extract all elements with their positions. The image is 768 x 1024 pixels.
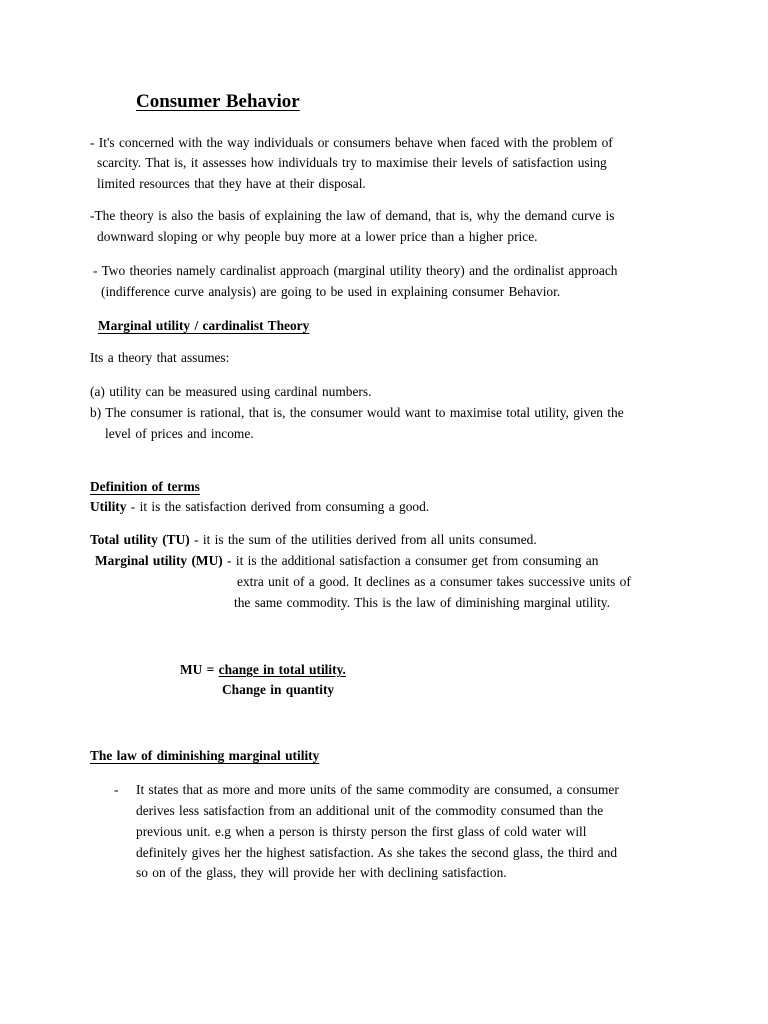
definition-marginal-utility-text: - it is the additional satisfaction a consumer get from consuming an [222, 553, 599, 568]
law-line-4: definitely gives her the highest satisfaction. As she takes the second glass, the third and [136, 845, 618, 860]
law-bullet: - [114, 782, 119, 797]
intro-p1-line-1: - It's concerned with the way individuals or consumers behave when faced with the problem of [90, 135, 613, 150]
formula-numerator-line [180, 661, 346, 679]
law-line-5: so on of the glass, they will provide her with declining satisfaction. [136, 865, 507, 880]
formula-denominator: Change in quantity [222, 682, 335, 697]
section-heading-law: The law of diminishing marginal utility [90, 748, 320, 763]
term-marginal-utility: Marginal utility (MU) [95, 553, 223, 568]
intro-p1-line-3: limited resources that they have at their disposal. [97, 176, 366, 191]
intro-p3-line-2: (indifference curve analysis) are going to be used in explaining consumer Behavior. [101, 284, 561, 299]
definition-utility [90, 498, 429, 516]
intro-p3-line-1: - Two theories namely cardinalist approach (marginal utility theory) and the ordinalist approach [93, 263, 618, 278]
definition-marginal-utility-line-2: extra unit of a good. It declines as a consumer takes successive units of [237, 574, 631, 589]
law-line-1: It states that as more and more units of the same commodity are consumed, a consumer [136, 782, 619, 797]
definition-marginal-utility [95, 552, 598, 570]
cardinalist-intro: Its a theory that assumes: [90, 350, 230, 365]
definition-marginal-utility-line-3: the same commodity. This is the law of diminishing marginal utility. [234, 595, 610, 610]
intro-p2-line-1: -The theory is also the basis of explaining the law of demand, that is, why the demand curve is [90, 208, 615, 223]
section-heading-definitions: Definition of terms [90, 479, 200, 494]
definition-utility-text: - it is the satisfaction derived from consuming a good. [126, 499, 430, 514]
term-total-utility: Total utility (TU) [90, 532, 190, 547]
law-line-3: previous unit. e.g when a person is thirsty person the first glass of cold water will [136, 824, 587, 839]
section-heading-cardinalist: Marginal utility / cardinalist Theory [98, 318, 310, 333]
intro-p1-line-2: scarcity. That is, it assesses how individuals try to maximise their levels of satisfaction using [97, 155, 607, 170]
definition-total-utility [90, 531, 537, 549]
formula-lhs: MU = [180, 662, 219, 677]
page-title: Consumer Behavior [136, 91, 300, 112]
intro-p2-line-2: downward sloping or why people buy more at a lower price than a higher price. [97, 229, 538, 244]
formula-numerator: change in total utility. [218, 662, 346, 677]
assumption-a: (a) utility can be measured using cardinal numbers. [90, 384, 372, 399]
term-utility: Utility [90, 499, 127, 514]
definition-total-utility-text: - it is the sum of the utilities derived from all units consumed. [189, 532, 537, 547]
law-line-2: derives less satisfaction from an additional unit of the commodity consumed than the [136, 803, 604, 818]
assumption-b-line-1: b) The consumer is rational, that is, the consumer would want to maximise total utility, given the [90, 405, 624, 420]
assumption-b-line-2: level of prices and income. [105, 426, 254, 441]
